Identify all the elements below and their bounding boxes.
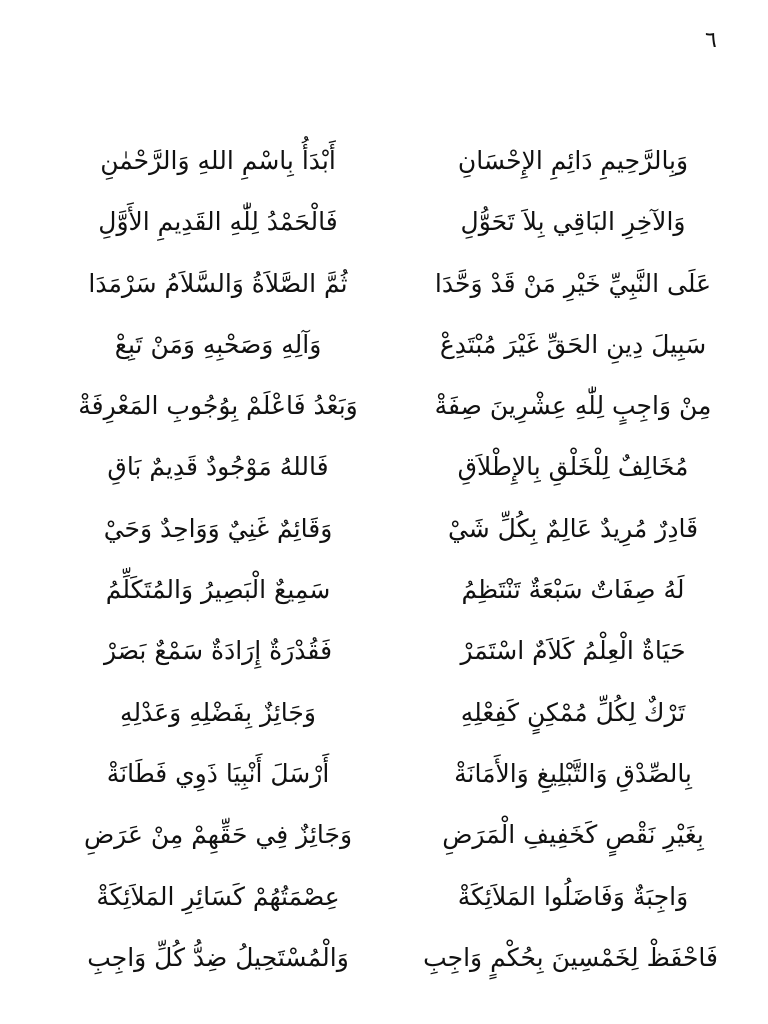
first-hemistich: ثُمَّ الصَّلاَةُ وَالسَّلاَمُ سَرْمَدَا [88, 268, 348, 298]
second-hemistich: لَهُ صِفَاتٌ سَبْعَةٌ تَنْتَظِمُ [461, 575, 685, 605]
second-hemistich: وَاجِبَةٌ وَفَاضَلُوا المَلاَئِكَةْ [457, 881, 689, 911]
first-hemistich: سَمِيعٌ الْبَصِيرُ وَالمُتَكَلِّمُ [105, 575, 331, 605]
first-hemistich: أَبْدَأُ بِاسْمِ اللهِ وَالرَّحْمٰنِ [100, 146, 336, 175]
second-hemistich: قَادِرٌ مُرِيدٌ عَالِمٌ بِكُلِّ شَيْ [447, 513, 699, 543]
first-hemistich: فَالْحَمْدُ لِلّٰهِ القَدِيمِ الأَوَّلِ [98, 207, 338, 237]
page-number: ٦ [705, 28, 717, 53]
verse-line [0, 436, 768, 497]
second-hemistich: سَبِيلَ دِينِ الحَقِّ غَيْرَ مُبْتَدِعْ [439, 329, 707, 359]
verse-line [0, 743, 768, 804]
verse-line [0, 620, 768, 681]
second-hemistich: عَلَى النَّبِيِّ خَيْرِ مَنْ قَدْ وَحَّدَا [434, 268, 712, 298]
verse-line [0, 866, 768, 927]
verse-line [0, 927, 768, 988]
second-hemistich: حَيَاةٌ الْعِلْمُ كَلاَمٌ اسْتَمَرْ [460, 636, 686, 666]
second-hemistich: بِالصِّدْقِ وَالتَّبْلِيغِ وَالأَمَانَةْ [454, 758, 692, 788]
second-hemistich: مُخَالِفٌ لِلْخَلْقِ بِالإِطْلاَقِ [457, 452, 689, 482]
first-hemistich: عِصْمَتُهُمْ كَسَائِرِ المَلاَئِكَةْ [96, 881, 340, 911]
second-hemistich: بِغَيْرِ نَقْصٍ كَخَفِيفِ الْمَرَضِ [442, 820, 704, 850]
first-hemistich: فَاللهُ مَوْجُودٌ قَدِيمٌ بَاقِ [107, 452, 329, 482]
verse-line [0, 314, 768, 375]
second-hemistich: وَالآخِرِ البَاقِي بِلاَ تَحَوُّلِ [460, 207, 686, 237]
verse-line [0, 253, 768, 314]
second-hemistich: تَرْكٌ لِكُلِّ مُمْكِنٍ كَفِعْلِهِ [460, 697, 686, 727]
first-hemistich: أَرْسَلَ أَنْبِيَا ذَوِي فَطَانَةْ [106, 758, 330, 788]
verse-line [0, 375, 768, 436]
verse-line [0, 130, 768, 191]
verse-line [0, 804, 768, 865]
verse-line [0, 191, 768, 252]
second-hemistich: وَبِالرَّحِيمِ دَائِمِ الإِحْسَانِ [457, 146, 689, 175]
first-hemistich: وَآلِهِ وَصَحْبِهِ وَمَنْ تَبِعْ [114, 329, 322, 359]
poem [0, 130, 768, 988]
first-hemistich: وَبَعْدُ فَاعْلَمْ بِوُجُوبِ المَعْرِفَةْ [78, 391, 358, 421]
first-hemistich: فَقُدْرَةٌ إِرَادَةٌ سَمْعٌ بَصَرْ [103, 636, 333, 666]
verse-line [0, 682, 768, 743]
first-hemistich: وَجَائِزٌ بِفَضْلِهِ وَعَدْلِهِ [120, 697, 316, 727]
second-hemistich: فَاحْفَظْ لِخَمْسِينَ بِحُكْمٍ وَاجِبِ [423, 942, 718, 972]
first-hemistich: وَالْمُسْتَحِيلُ ضِدُّ كُلِّ وَاجِبِ [87, 942, 349, 972]
second-hemistich: مِنْ وَاجِبٍ لِلّٰهِ عِشْرِينَ صِفَةْ [434, 391, 712, 421]
verse-line [0, 559, 768, 620]
first-hemistich: وَجَائِزٌ فِي حَقِّهِمْ مِنْ عَرَضِ [83, 820, 353, 850]
first-hemistich: وَقَائِمٌ غَنِيٌ وَوَاحِدٌ وَحَيْ [103, 513, 333, 543]
verse-line [0, 498, 768, 559]
